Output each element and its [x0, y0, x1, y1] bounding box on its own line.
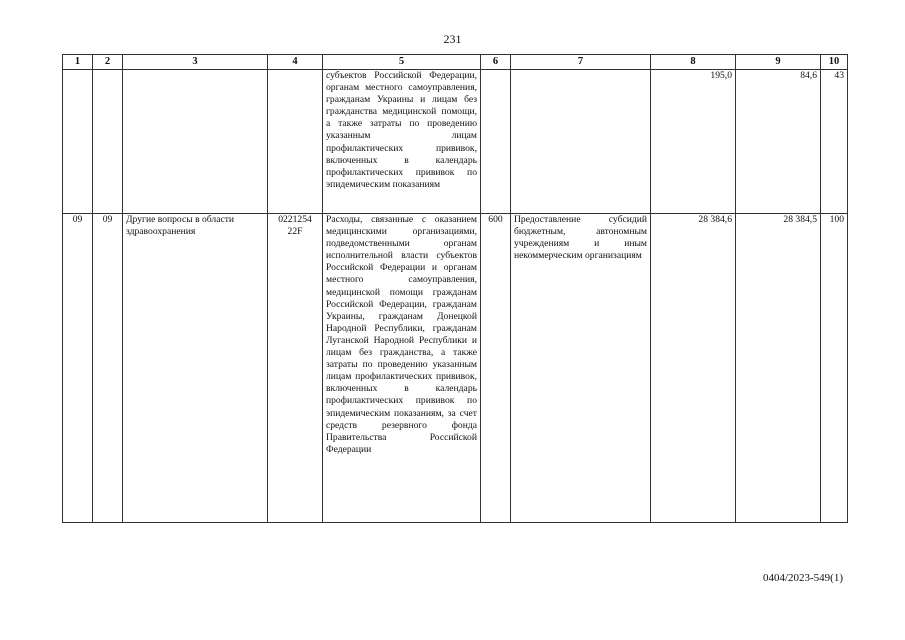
budget-table	[62, 54, 848, 523]
cell-expense-type	[481, 70, 511, 214]
cell-subsection: 09	[93, 214, 123, 523]
cell-amount-planned: 28 384,6	[651, 214, 736, 523]
col-header-6: 6	[481, 55, 511, 70]
cell-section: 09	[63, 214, 93, 523]
cell-section	[63, 70, 93, 214]
col-header-10: 10	[821, 55, 848, 70]
cell-target-code	[268, 70, 323, 214]
col-header-3: 3	[123, 55, 268, 70]
cell-amount-executed: 84,6	[736, 70, 821, 214]
cell-target-code: 0221254 22F	[268, 214, 323, 523]
col-header-8: 8	[651, 55, 736, 70]
cell-subsection	[93, 70, 123, 214]
header-row	[63, 55, 848, 70]
cell-description: Расходы, связанные с оказанием медицинскими организациями, подведомственными органам исполнительной власти субъектов Российской Федерации и органам местного самоуправления, медицинской помощи гражданам Российской Федерации, гражданам Украины, гражданам Донецкой Народной Республики, гражданам Луганской Народной Республики и лицам без гражданства, а также затраты по проведению указанным лицам профилактических прививок, включенных в календарь профилактических прививок по эпидемическим показаниям, за счет средств резервного фонда Правительства Российской Федерации	[323, 214, 481, 523]
col-header-5: 5	[323, 55, 481, 70]
cell-amount-planned: 195,0	[651, 70, 736, 214]
document-code: 0404/2023-549(1)	[762, 572, 843, 584]
cell-amount-executed: 28 384,5	[736, 214, 821, 523]
col-header-7: 7	[511, 55, 651, 70]
table-row	[63, 70, 848, 214]
cell-section-name	[123, 70, 268, 214]
col-header-1: 1	[63, 55, 93, 70]
cell-section-name: Другие вопросы в области здравоохранения	[123, 214, 268, 523]
cell-percent: 43	[821, 70, 848, 214]
page-number: 231	[443, 32, 462, 46]
cell-expense-name	[511, 70, 651, 214]
table-row	[63, 214, 848, 523]
col-header-9: 9	[736, 55, 821, 70]
cell-expense-type: 600	[481, 214, 511, 523]
col-header-4: 4	[268, 55, 323, 70]
cell-description: субъектов Российской Федерации, органам местного самоуправления, гражданам Украины и лицам без гражданства медицинской помощи, а также затраты по проведению указанным лицам профилактических прививок, включенных в календарь профилактических прививок по эпидемическим показаниям	[323, 70, 481, 214]
col-header-2: 2	[93, 55, 123, 70]
cell-expense-name: Предоставление субсидий бюджетным, автономным учреждениям и иным некоммерческим организациям	[511, 214, 651, 523]
cell-percent: 100	[821, 214, 848, 523]
